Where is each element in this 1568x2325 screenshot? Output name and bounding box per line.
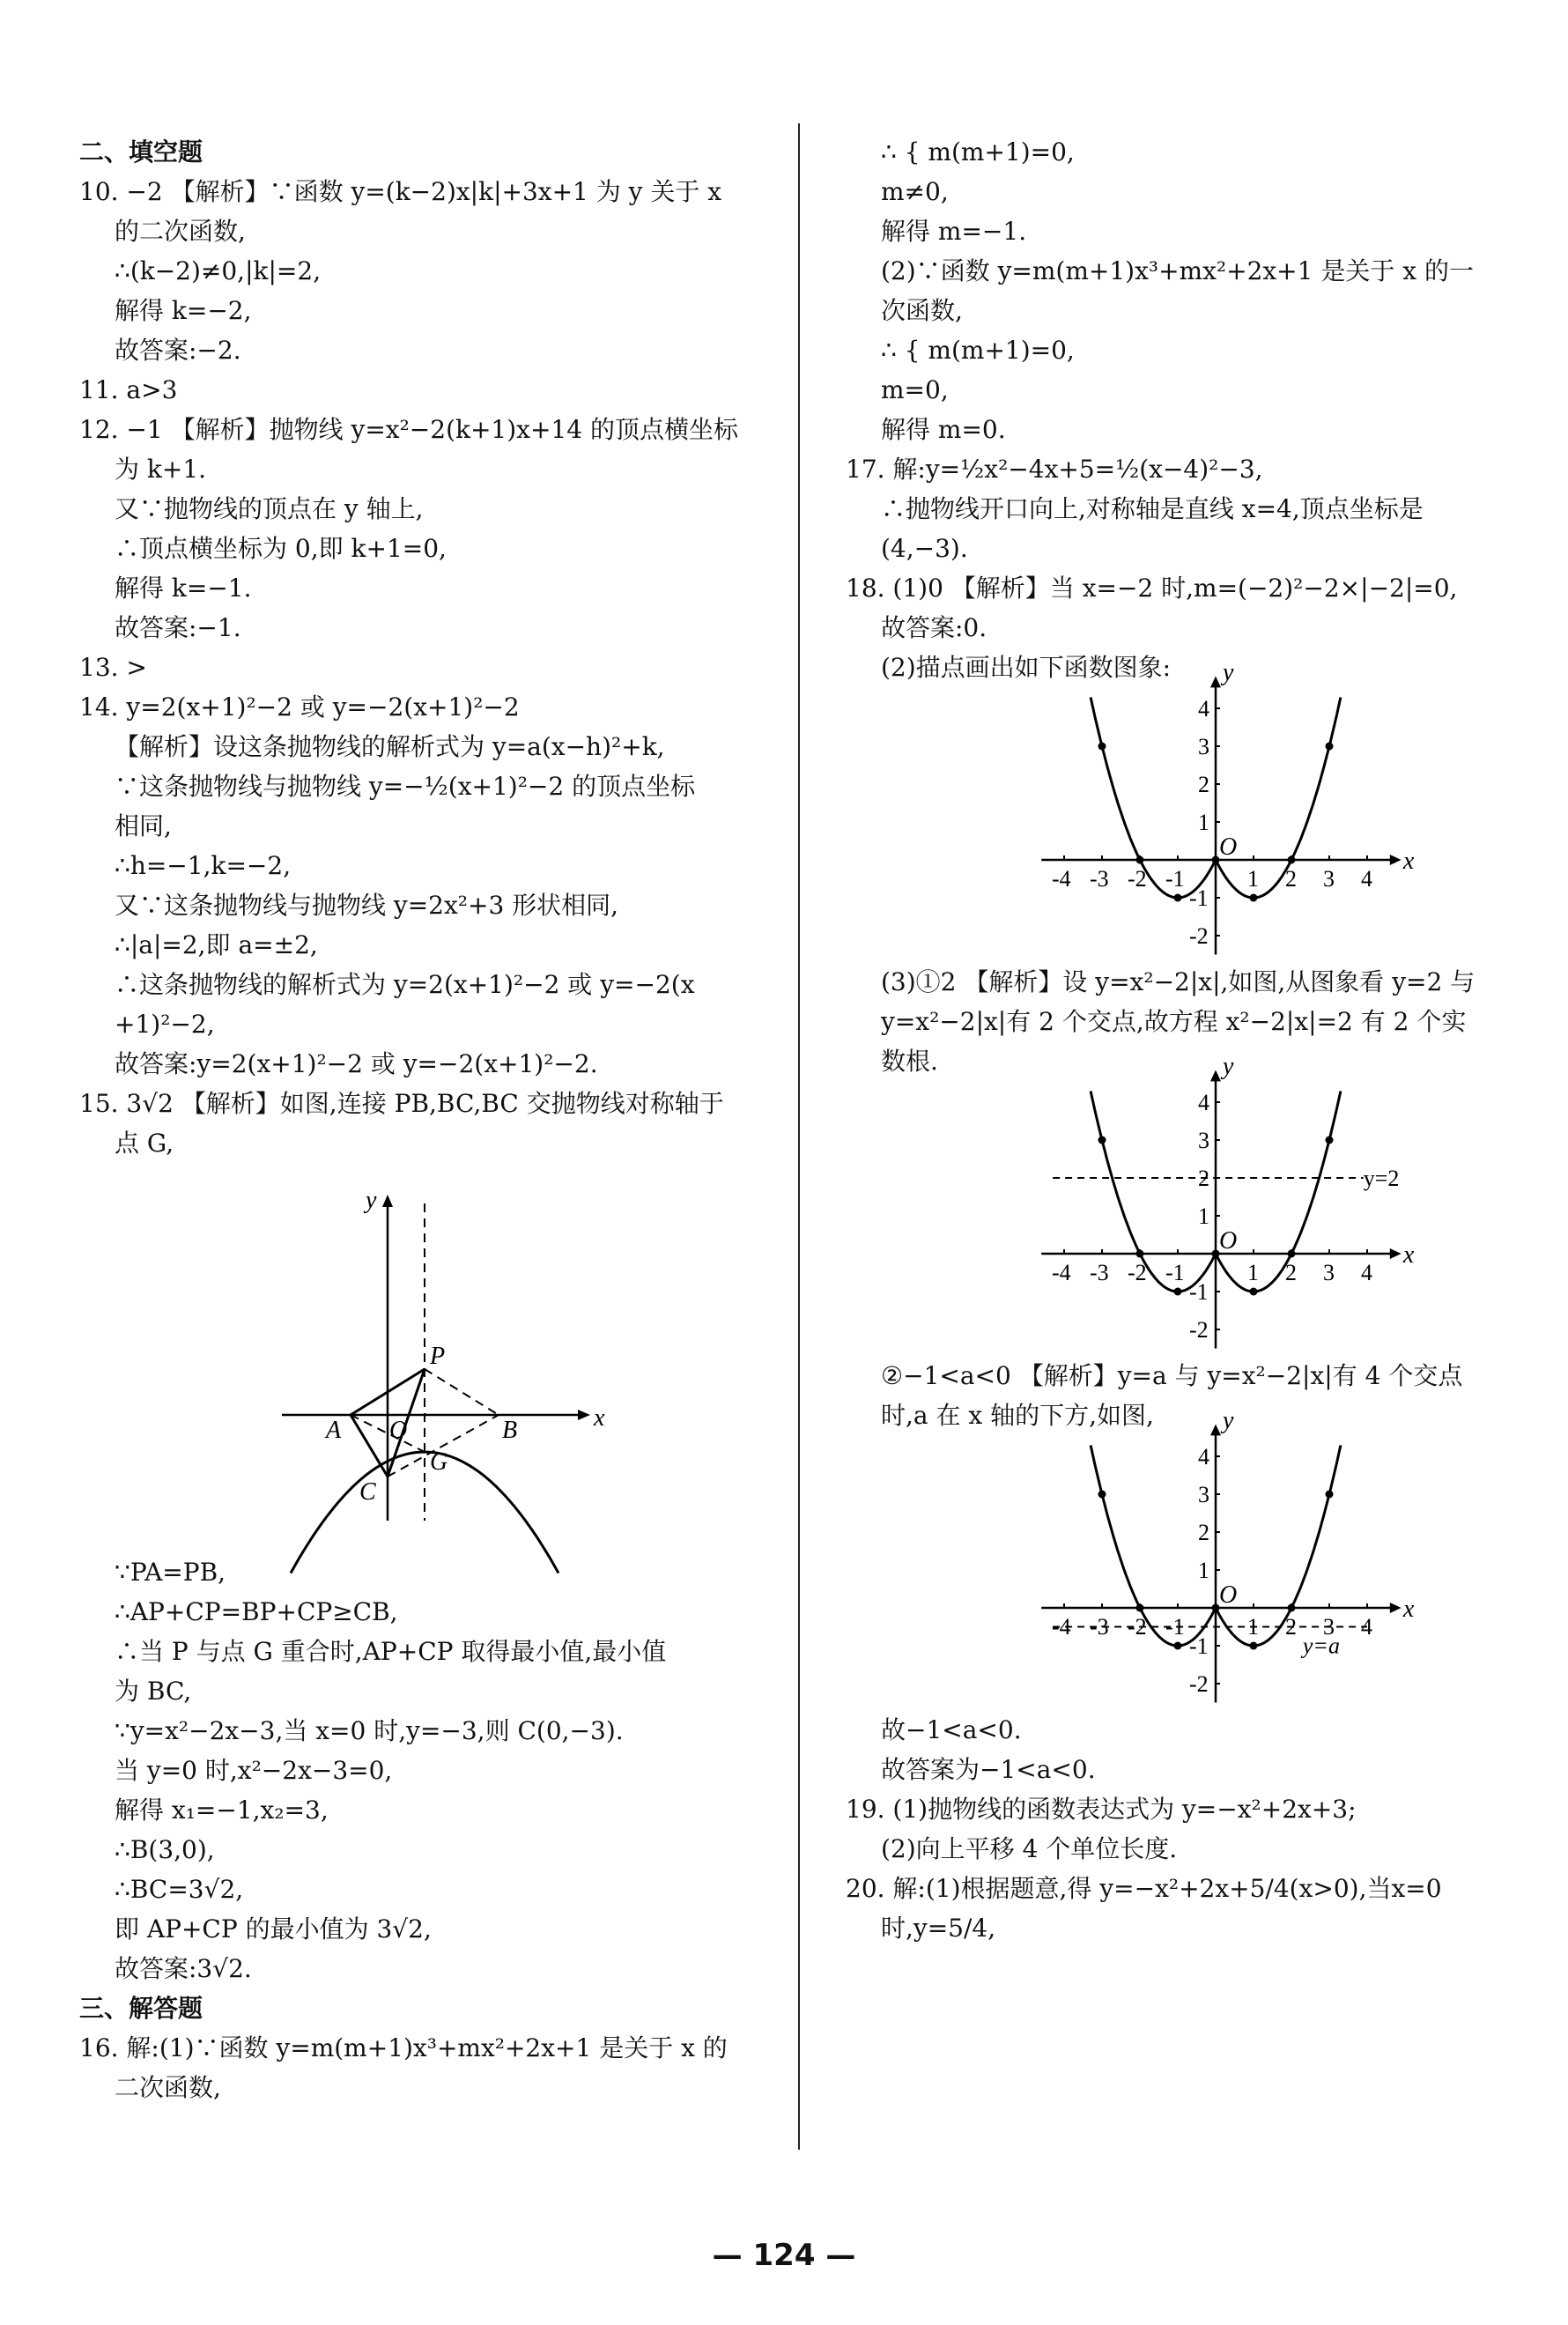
text-line: +1)²−2, xyxy=(115,1010,215,1039)
label-c: C xyxy=(359,1478,376,1506)
text-line: ∴h=−1,k=−2, xyxy=(115,851,292,880)
x-axis-arrow xyxy=(1390,1603,1402,1613)
origin-label: O xyxy=(1219,1581,1238,1609)
text-line: 故答案为−1<a<0. xyxy=(881,1755,1096,1784)
text-line: 时,y=5/4, xyxy=(881,1914,996,1943)
text-line: 17. 解:y=½x²−4x+5=½(x−4)²−3, xyxy=(846,455,1263,484)
text-line: m=0, xyxy=(881,375,949,404)
parabola-diagram xyxy=(79,1168,766,1547)
data-point xyxy=(1212,1604,1220,1612)
x-tick-label: 4 xyxy=(1361,866,1372,892)
y-tick-label: -1 xyxy=(1189,1633,1209,1659)
data-point xyxy=(1212,1250,1220,1258)
data-point xyxy=(1174,894,1182,902)
origin-label: O xyxy=(1219,833,1238,861)
y-tick-label: 1 xyxy=(1198,1203,1209,1229)
text-line: ∴当 P 与点 G 重合时,AP+CP 取得最小值,最小值 xyxy=(115,1637,667,1666)
x-tick-label: 1 xyxy=(1247,866,1259,892)
x-tick-label: 2 xyxy=(1285,1614,1297,1640)
text-line: ∴顶点横坐标为 0,即 k+1=0, xyxy=(115,534,447,563)
y-tick-label: 3 xyxy=(1198,1128,1209,1153)
text-line: 即 AP+CP 的最小值为 3√2, xyxy=(115,1914,432,1944)
label-x: x xyxy=(594,1404,605,1432)
text-line: 时,a 在 x 轴的下方,如图, xyxy=(881,1401,1154,1430)
text-line: 16. 解:(1)∵函数 y=m(m+1)x³+mx²+2x+1 是关于 x 的 xyxy=(79,2033,728,2062)
label-o: O xyxy=(389,1417,408,1444)
data-point xyxy=(1250,894,1258,902)
text-line: ∵这条抛物线与抛物线 y=−½(x+1)²−2 的顶点坐标 xyxy=(115,772,696,801)
data-point xyxy=(1174,1642,1182,1650)
text-line: ∴AP+CP=BP+CP≥CB, xyxy=(115,1597,398,1626)
y-tick-label: 4 xyxy=(1198,1444,1209,1470)
y-tick-label: 4 xyxy=(1198,1090,1209,1115)
text-line: ∴ { m(m+1)=0, xyxy=(881,336,1075,365)
x-tick-label: 4 xyxy=(1361,1260,1372,1285)
x-axis-label: x xyxy=(1402,1241,1415,1269)
data-point xyxy=(1288,1250,1296,1258)
text-line: ∴这条抛物线的解析式为 y=2(x+1)²−2 或 y=−2(x xyxy=(115,970,695,999)
right-column xyxy=(846,132,1533,1948)
text-line: 数根. xyxy=(881,1047,938,1076)
x-tick-label: 1 xyxy=(1247,1260,1259,1285)
data-point xyxy=(1098,1137,1106,1144)
y-tick-label: 1 xyxy=(1198,1558,1209,1583)
text-line: 13. > xyxy=(79,653,147,682)
x-tick-label: -1 xyxy=(1165,1260,1185,1285)
right-text-block-3 xyxy=(846,1356,1533,1435)
figure-parabola-abc xyxy=(79,1168,766,1547)
text-line: ∴抛物线开口向上,对称轴是直线 x=4,顶点坐标是 xyxy=(881,494,1424,523)
x-tick-label: 2 xyxy=(1285,866,1297,892)
text-line: (3)①2 【解析】设 y=x²−2|x|,如图,从图象看 y=2 与 xyxy=(881,967,1476,996)
x-tick-label: 4 xyxy=(1361,1614,1372,1640)
right-text-block-4 xyxy=(846,1710,1533,1948)
x-axis-arrow xyxy=(1390,855,1402,865)
text-line: 故答案:−2. xyxy=(115,336,241,365)
text-line: 20. 解:(1)根据题意,得 y=−x²+2x+5/4(x>0),当x=0 xyxy=(846,1874,1442,1903)
text-line: (2)∵函数 y=m(m+1)x³+mx²+2x+1 是关于 x 的一 xyxy=(881,256,1474,285)
left-text-block-2 xyxy=(79,1552,766,2107)
text-line: ∵y=x²−2x−3,当 x=0 时,y=−3,则 C(0,−3). xyxy=(115,1716,624,1745)
x-tick-label: -2 xyxy=(1128,866,1147,892)
text-line: (2)描点画出如下函数图象: xyxy=(881,653,1172,682)
text-line: 解得 m=0. xyxy=(881,415,1006,444)
data-point xyxy=(1326,1491,1334,1499)
text-line: ∴BC=3√2, xyxy=(115,1875,244,1904)
data-point xyxy=(1136,1604,1144,1612)
line-ya-label: y=a xyxy=(1302,1633,1340,1659)
x-axis-label: x xyxy=(1402,848,1415,875)
data-point xyxy=(1174,1288,1182,1296)
text-line: ∴ { m(m+1)=0, xyxy=(881,137,1075,167)
text-line: 故−1<a<0. xyxy=(881,1715,1022,1744)
text-line: 解得 k=−1. xyxy=(115,574,252,603)
text-line: ∴(k−2)≠0,|k|=2, xyxy=(115,256,322,285)
y-tick-label: 1 xyxy=(1198,810,1209,835)
y-tick-label: -1 xyxy=(1189,885,1209,911)
text-line: 二、填空题 xyxy=(79,137,203,167)
text-line: 故答案:3√2. xyxy=(115,1954,252,1983)
column-divider xyxy=(798,123,800,2150)
x-tick-label: -3 xyxy=(1090,866,1109,892)
label-y: y xyxy=(366,1187,377,1214)
data-point xyxy=(1288,1604,1296,1612)
line-y2-label: y=2 xyxy=(1363,1166,1400,1191)
text-line: 相同, xyxy=(115,811,172,840)
text-line: 19. (1)抛物线的函数表达式为 y=−x²+2x+3; xyxy=(846,1795,1357,1824)
origin-label: O xyxy=(1219,1227,1238,1255)
text-line: ∵PA=PB, xyxy=(115,1558,226,1587)
data-point xyxy=(1136,1250,1144,1258)
x-tick-label: -4 xyxy=(1052,866,1071,892)
y-tick-label: -2 xyxy=(1189,1317,1209,1343)
y-axis-label: y xyxy=(1223,658,1234,686)
text-line: ∴|a|=2,即 a=±2, xyxy=(115,930,318,959)
label-b: B xyxy=(502,1417,518,1444)
data-point xyxy=(1136,856,1144,864)
data-point xyxy=(1250,1642,1258,1650)
y-tick-label: 3 xyxy=(1198,1482,1209,1507)
x-tick-label: -1 xyxy=(1165,1614,1185,1640)
data-point xyxy=(1212,856,1220,864)
text-line: 又∵抛物线的顶点在 y 轴上, xyxy=(115,494,424,523)
y-tick-label: -1 xyxy=(1189,1279,1209,1305)
text-line: 15. 3√2 【解析】如图,连接 PB,BC,BC 交抛物线对称轴于 xyxy=(79,1089,724,1118)
data-point xyxy=(1098,1491,1106,1499)
text-line: 次函数, xyxy=(881,296,963,325)
y-tick-label: 4 xyxy=(1198,696,1209,722)
label-a: A xyxy=(326,1417,342,1444)
x-tick-label: 3 xyxy=(1323,1614,1335,1640)
text-line: m≠0, xyxy=(881,177,949,206)
x-tick-label: -1 xyxy=(1165,866,1185,892)
x-tick-label: -2 xyxy=(1128,1260,1147,1285)
x-tick-label: 3 xyxy=(1323,866,1335,892)
text-line: 解得 m=−1. xyxy=(881,217,1027,246)
left-text-block-1 xyxy=(79,132,766,1163)
text-line: 12. −1 【解析】抛物线 y=x²−2(k+1)x+14 的顶点横坐标 xyxy=(79,415,738,444)
text-line: 的二次函数, xyxy=(115,217,246,246)
text-line: 点 G, xyxy=(115,1129,174,1158)
text-line: y=x²−2|x|有 2 个交点,故方程 x²−2|x|=2 有 2 个实 xyxy=(881,1007,1467,1036)
text-line: 为 BC, xyxy=(115,1677,192,1706)
text-line: ∴B(3,0), xyxy=(115,1835,215,1864)
data-point xyxy=(1098,743,1106,751)
data-point xyxy=(1250,1288,1258,1296)
y-tick-label: 2 xyxy=(1198,1520,1209,1545)
text-line: 故答案:0. xyxy=(881,613,987,642)
page-number: — 124 — xyxy=(712,2238,856,2273)
x-tick-label: 1 xyxy=(1247,1614,1259,1640)
text-line: 18. (1)0 【解析】当 x=−2 时,m=(−2)²−2×|−2|=0, xyxy=(846,574,1458,603)
right-text-block-2 xyxy=(846,962,1533,1081)
y-tick-label: 2 xyxy=(1198,1166,1209,1191)
text-line: 10. −2 【解析】∵函数 y=(k−2)x|k|+3x+1 为 y 关于 x xyxy=(79,177,722,206)
x-tick-label: 3 xyxy=(1323,1260,1335,1285)
x-tick-label: 2 xyxy=(1285,1260,1297,1285)
y-axis-label: y xyxy=(1223,1052,1234,1080)
text-line: 为 k+1. xyxy=(115,455,207,484)
text-line: 当 y=0 时,x²−2x−3=0, xyxy=(115,1756,393,1785)
text-line: ②−1<a<0 【解析】y=a 与 y=x²−2|x|有 4 个交点 xyxy=(881,1361,1463,1390)
text-line: 二次函数, xyxy=(115,2073,221,2102)
x-tick-label: -4 xyxy=(1052,1614,1071,1640)
text-line: 【解析】设这条抛物线的解析式为 y=a(x−h)²+k, xyxy=(115,732,665,761)
label-p: P xyxy=(430,1343,446,1370)
data-point xyxy=(1288,856,1296,864)
y-tick-label: 3 xyxy=(1198,734,1209,759)
text-line: 解得 k=−2, xyxy=(115,296,252,325)
text-line: 又∵这条抛物线与抛物线 y=2x²+3 形状相同, xyxy=(115,891,619,920)
text-line: 解得 x₁=−1,x₂=3, xyxy=(115,1796,329,1825)
x-tick-label: -3 xyxy=(1090,1260,1109,1285)
x-tick-label: -2 xyxy=(1128,1614,1147,1640)
text-line: 故答案:y=2(x+1)²−2 或 y=−2(x+1)²−2. xyxy=(115,1049,598,1078)
text-line: (4,−3). xyxy=(881,534,968,563)
right-text-block-1 xyxy=(846,132,1533,687)
text-line: 11. a>3 xyxy=(79,375,178,404)
y-tick-label: -2 xyxy=(1189,1671,1209,1697)
left-column xyxy=(79,132,766,2107)
y-tick-label: -2 xyxy=(1189,923,1209,949)
y-axis-label: y xyxy=(1223,1406,1234,1434)
label-g: G xyxy=(430,1448,448,1476)
data-point xyxy=(1326,1137,1334,1144)
text-line: 故答案:−1. xyxy=(115,613,241,642)
x-axis-label: x xyxy=(1402,1596,1415,1623)
text-line: (2)向上平移 4 个单位长度. xyxy=(881,1834,1178,1863)
text-line: 三、解答题 xyxy=(79,1994,203,2023)
x-tick-label: -3 xyxy=(1090,1614,1109,1640)
x-tick-label: -4 xyxy=(1052,1260,1071,1285)
data-point xyxy=(1326,743,1334,751)
text-line: 14. y=2(x+1)²−2 或 y=−2(x+1)²−2 xyxy=(79,692,520,722)
y-tick-label: 2 xyxy=(1198,772,1209,797)
x-axis-arrow xyxy=(1390,1248,1402,1259)
